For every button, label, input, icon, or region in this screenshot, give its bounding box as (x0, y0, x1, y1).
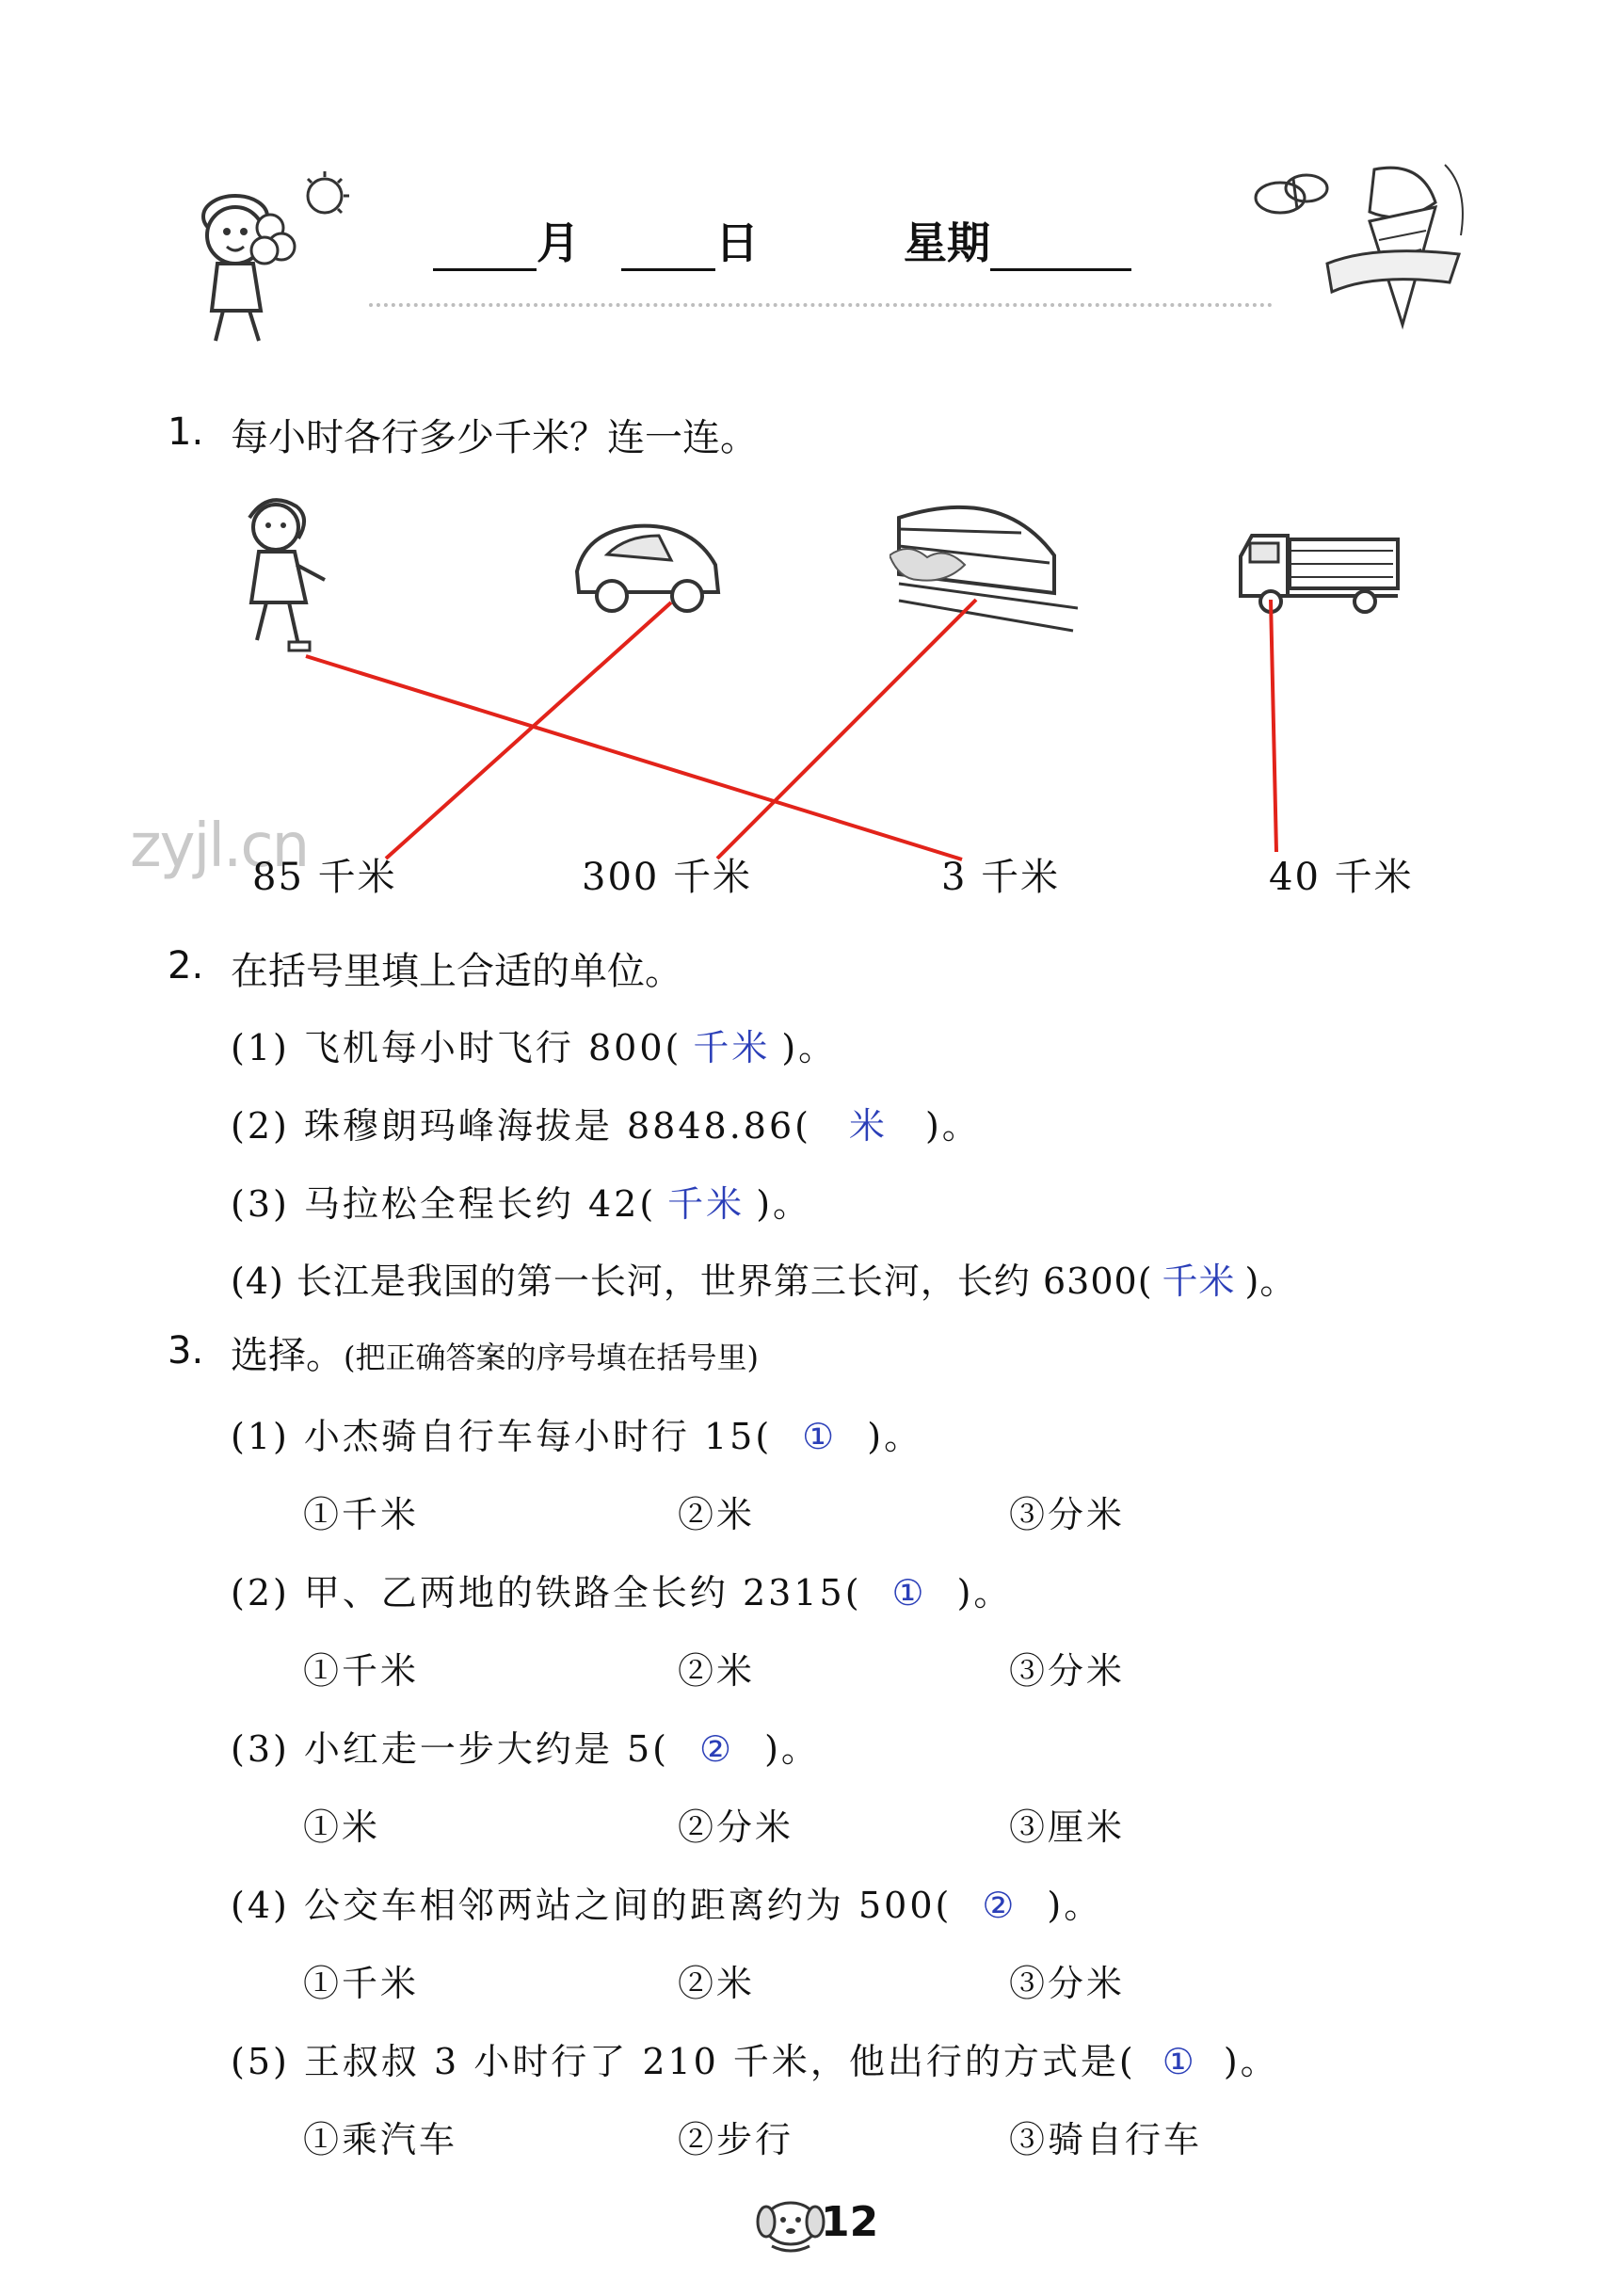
q3-item-4-end: )。 (1047, 1885, 1103, 1926)
q3-item-3-option-2[interactable]: ②分米 (678, 1806, 794, 1848)
q3-item-2-option-2[interactable]: ②米 (678, 1650, 756, 1692)
q3-title: 选择。 (231, 1334, 344, 1377)
day-label: 日 (715, 217, 760, 268)
q3-item-2-answer[interactable]: ① (891, 1572, 927, 1614)
q2-item-4 (231, 1252, 1296, 1304)
q2-item-2-end: )。 (924, 1105, 981, 1147)
q3-item-3 (231, 1720, 820, 1772)
q3-item-1-option-3[interactable]: ③分米 (1009, 1494, 1126, 1535)
q3-item-2-text: (2) 甲、乙两地的铁路全长约 2315( (231, 1572, 862, 1614)
q1-title: 每小时各行多少千米？连一连。 (231, 416, 758, 459)
q3-note: (把正确答案的序号填在括号里) (344, 1340, 759, 1375)
q1-number: 1. (168, 410, 204, 454)
q2-title: 在括号里填上合适的单位。 (231, 950, 682, 993)
q3-number: 3. (168, 1329, 204, 1373)
weekday-label: 星期 (904, 217, 991, 268)
month-label: 月 (537, 217, 580, 268)
q3-item-3-option-3[interactable]: ③厘米 (1009, 1806, 1126, 1848)
watermark: zyjl.cn (130, 811, 309, 881)
q2-item-2-answer[interactable]: 米 (848, 1105, 888, 1147)
q3-item-5-option-3[interactable]: ③骑自行车 (1009, 2119, 1203, 2160)
q2-item-3-end: )。 (756, 1183, 812, 1225)
q2-item-1-answer[interactable]: 千米 (693, 1027, 771, 1068)
q2-item-3-answer[interactable]: 千米 (667, 1183, 745, 1225)
match-line-train-300km (717, 600, 976, 859)
q2-item-3 (231, 1175, 811, 1227)
q3-item-5-option-2[interactable]: ②步行 (678, 2119, 794, 2160)
q3-item-3-end: )。 (764, 1728, 820, 1770)
q3-heading (231, 1325, 759, 1379)
q3-item-1-text: (1) 小杰骑自行车每小时行 15( (231, 1416, 773, 1457)
q3-item-4-answer[interactable]: ② (982, 1885, 1018, 1926)
q3-item-1-answer[interactable]: ① (802, 1416, 838, 1457)
q3-item-4 (231, 1876, 1102, 1928)
q3-item-5-text: (5) 王叔叔 3 小时行了 210 千米，他出行的方式是( (231, 2041, 1136, 2082)
q3-item-5-answer[interactable]: ① (1162, 2041, 1197, 2082)
q3-item-3-answer[interactable]: ② (699, 1728, 735, 1770)
distance-85km[interactable]: 85 千米 (252, 856, 397, 899)
q3-item-5-option-1[interactable]: ①乘汽车 (303, 2119, 458, 2160)
q2-item-2-text: (2) 珠穆朗玛峰海拔是 8848.86( (231, 1105, 811, 1147)
q2-item-4-answer[interactable]: 千米 (1162, 1260, 1236, 1302)
q3-item-1-end: )。 (867, 1416, 923, 1457)
distance-40km[interactable]: 40 千米 (1269, 856, 1414, 899)
puppy-icon (753, 2193, 828, 2259)
q3-item-2-option-1[interactable]: ①千米 (303, 1650, 420, 1692)
match-line-truck-40km (1271, 600, 1276, 852)
q2-item-3-text: (3) 马拉松全程长约 42( (231, 1183, 657, 1225)
q2-item-4-text: (4) 长江是我国的第一长河，世界第三长河，长约 6300( (231, 1260, 1153, 1302)
match-line-girl-3km (306, 656, 962, 859)
distance-3km[interactable]: 3 千米 (941, 856, 1061, 899)
q3-item-3-text: (3) 小红走一步大约是 5( (231, 1728, 669, 1770)
q3-item-4-text: (4) 公交车相邻两站之间的距离约为 500( (231, 1885, 953, 1926)
q3-item-2-option-3[interactable]: ③分米 (1009, 1650, 1126, 1692)
match-line-car-85km (386, 602, 671, 859)
q3-item-1-option-1[interactable]: ①千米 (303, 1494, 420, 1535)
q3-item-2-end: )。 (956, 1572, 1013, 1614)
q2-item-4-end: )。 (1244, 1260, 1297, 1302)
q3-item-4-option-2[interactable]: ②米 (678, 1963, 756, 2004)
q3-item-4-option-1[interactable]: ①千米 (303, 1963, 420, 2004)
q3-item-5 (231, 2032, 1279, 2084)
q2-item-2 (231, 1097, 981, 1148)
q3-item-3-option-1[interactable]: ①米 (303, 1806, 381, 1848)
distance-300km[interactable]: 300 千米 (582, 856, 753, 899)
q3-item-4-option-3[interactable]: ③分米 (1009, 1963, 1126, 2004)
q3-item-1-option-2[interactable]: ②米 (678, 1494, 756, 1535)
q3-item-2 (231, 1564, 1012, 1615)
page-number: 12 (821, 2198, 879, 2246)
q3-item-5-end: )。 (1223, 2041, 1279, 2082)
q2-item-1-text: (1) 飞机每小时飞行 800( (231, 1027, 682, 1068)
q2-item-1 (231, 1019, 837, 1070)
q2-number: 2. (168, 944, 204, 987)
q2-item-1-end: )。 (781, 1027, 838, 1068)
q3-item-1 (231, 1407, 922, 1459)
